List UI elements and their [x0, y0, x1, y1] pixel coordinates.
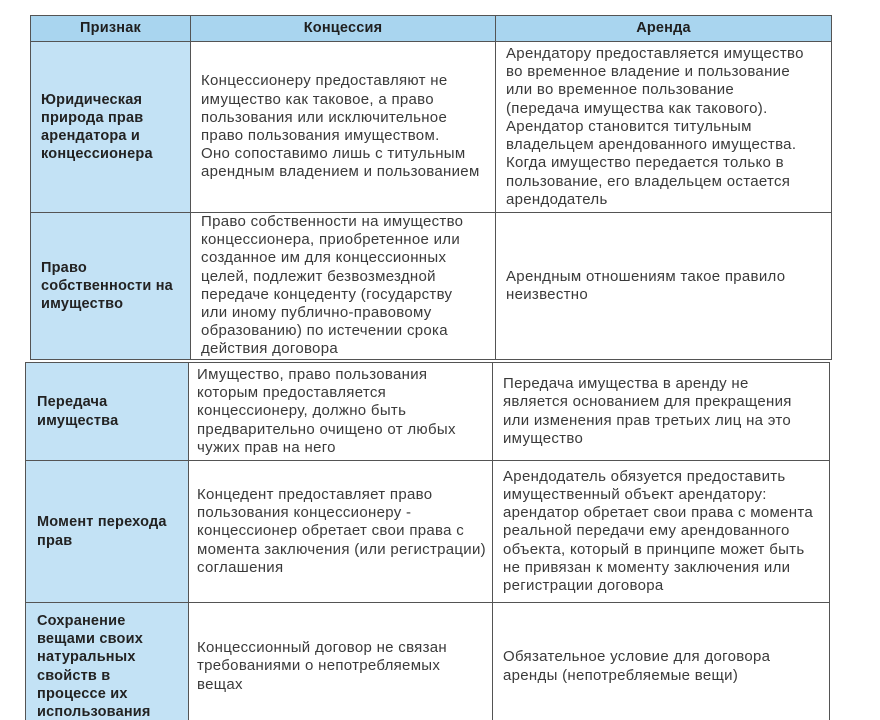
row-concession-cell: Концессионный договор не связан требованиями о непотребляемых вещах: [189, 603, 493, 720]
row-feature-cell: Сохранение вещами своих натуральных свойств в процессе их использования: [26, 603, 189, 720]
row-lease-cell: Передача имущества в аренду не является основанием для прекращения или изменения прав третьих лиц на это имущество: [493, 363, 830, 461]
header-lease-cell: Аренда: [496, 16, 832, 42]
header-concession-cell: Концессия: [191, 16, 496, 42]
table-row: [31, 42, 832, 213]
table-row: [26, 363, 830, 461]
header-feature-cell: Признак: [31, 16, 191, 42]
row-feature-cell: Момент перехода прав: [26, 461, 189, 603]
row-lease-cell: Арендатору предоставляется имущество во временное владение и пользование или во временное пользование (передача имущества как такового). Арендатор становится титульным владельцем арендованного имущества. Когда имущество передается только в пользование, его владельцем остается арендодатель: [496, 42, 832, 213]
comparison-table-top: [30, 15, 832, 360]
comparison-table-bottom: [25, 362, 830, 720]
table-row: [31, 213, 832, 360]
row-concession-cell: Право собственности на имущество концессионера, приобретенное или созданное им для концессионных целей, подлежит безвозмездной передаче концеденту (государству или иному публично-правовому образованию) по истечении срока действия договора: [191, 213, 496, 360]
row-feature-cell: Право собственности на имущество: [31, 213, 191, 360]
table-header-row: [31, 16, 832, 42]
table-row: [26, 461, 830, 603]
row-feature-cell: Передача имущества: [26, 363, 189, 461]
row-lease-cell: Обязательное условие для договора аренды (непотребляемые вещи): [493, 603, 830, 720]
row-concession-cell: Концедент предоставляет право пользования концессионеру - концессионер обретает свои права с момента заключения (или регистрации) соглашения: [189, 461, 493, 603]
table-row: [26, 603, 830, 720]
row-concession-cell: Концессионеру предоставляют не имущество как таковое, а право пользования или исключительное право пользования имуществом. Оно сопоставимо лишь с титульным арендным владением и пользованием: [191, 42, 496, 213]
row-lease-cell: Арендным отношениям такое правило неизвестно: [496, 213, 832, 360]
row-feature-cell: Юридическая природа прав арендатора и концессионера: [31, 42, 191, 213]
comparison-table-continuation: [25, 362, 830, 720]
row-concession-cell: Имущество, право пользования которым предоставляется концессионеру, должно быть предварительно очищено от любых чужих прав на него: [189, 363, 493, 461]
row-lease-cell: Арендодатель обязуется предоставить имущественный объект арендатору: арендатор обретает свои права с момента реальной передачи ему арендованного объекта, который в принципе может быть не привязан к моменту заключения или регистрации договора: [493, 461, 830, 603]
